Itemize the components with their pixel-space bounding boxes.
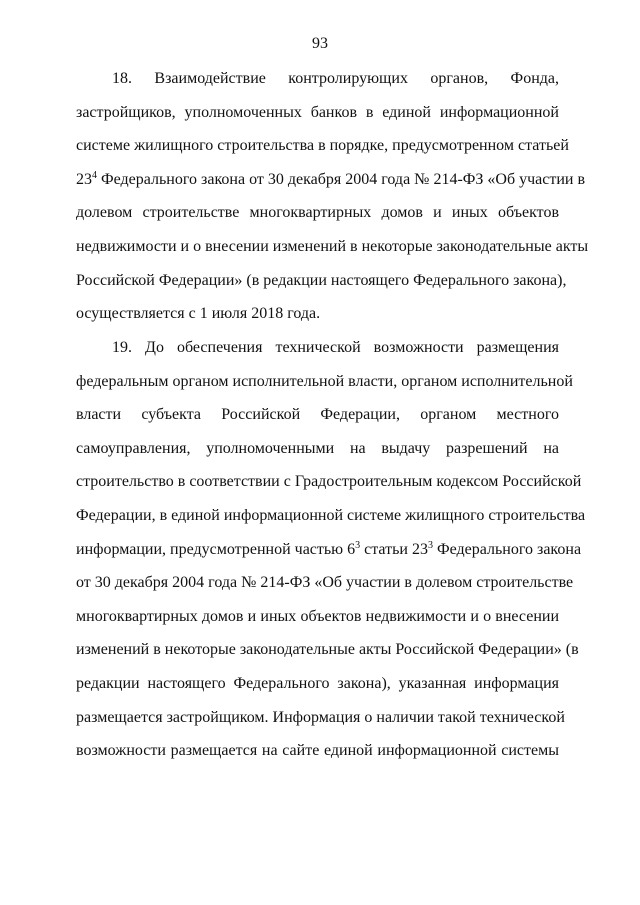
text-line: от 30 декабря 2004 года № 214-ФЗ «Об участии в долевом строительстве [76, 574, 574, 592]
text-line: редакции настоящего Федерального закона), указанная информация [76, 674, 559, 692]
text-line: возможности размещается на сайте единой информационной системы [76, 742, 559, 760]
text-line: многоквартирных домов и иных объектов недвижимости и о внесении [76, 607, 559, 625]
text-fragment: Федерального закона [432, 540, 582, 558]
text-line: системе жилищного строительства в порядке, предусмотренном статьей [76, 137, 569, 155]
text-line: застройщиков, уполномоченных банков в единой информационной [76, 103, 559, 121]
text-line: власти субъекта Российской Федерации, органом местного [76, 406, 559, 424]
paragraph-19 [76, 331, 586, 768]
text-line: строительство в соответствии с Градостроительным кодексом Российской [76, 473, 582, 491]
text-line-with-superscript [76, 163, 586, 197]
text-line: осуществляется с 1 июля 2018 года. [76, 305, 321, 323]
text-line: 18. Взаимодействие контролирующих органов, Фонда, [112, 70, 559, 87]
superscript: 3 [355, 539, 361, 551]
text-line-with-superscript [76, 533, 582, 567]
text-line: федеральным органом исполнительной власти, органом исполнительной [76, 372, 573, 390]
text-fragment: 23 [76, 170, 92, 188]
text-fragment: статьи 23 [360, 540, 428, 558]
superscript: 4 [92, 169, 97, 181]
text-line: недвижимости и о внесении изменений в некоторые законодательные акты [76, 237, 589, 255]
text-line: самоуправления, уполномоченными на выдачу разрешений на [76, 439, 559, 457]
superscript: 3 [427, 539, 433, 551]
text-line: изменений в некоторые законодательные акты Российской Федерации» (в [76, 641, 579, 659]
text-line: долевом строительстве многоквартирных домов и иных объектов [76, 204, 559, 222]
paragraph-18 [76, 62, 589, 331]
text-line: 19. До обеспечения технической возможности размещения [112, 339, 559, 356]
text-fragment: информации, предусмотренной частью 6 [76, 540, 356, 558]
page-number: 93 [312, 35, 328, 52]
text-fragment: Федерального закона от 30 декабря 2004 года № 214-ФЗ «Об участии в [97, 170, 586, 188]
text-line: Российской Федерации» (в редакции настоящего Федерального закона), [76, 271, 567, 289]
text-line: размещается застройщиком. Информация о наличии такой технической [76, 708, 565, 726]
text-line: Федерации, в единой информационной системе жилищного строительства [76, 506, 586, 524]
